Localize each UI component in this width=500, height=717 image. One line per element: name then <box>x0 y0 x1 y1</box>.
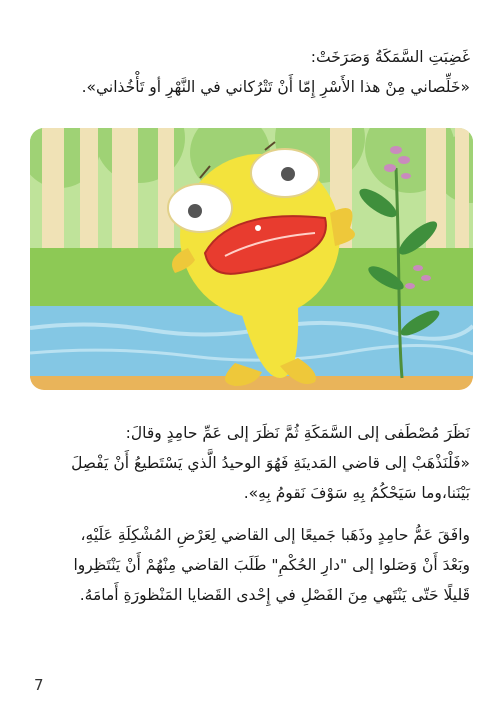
story-line: قَليلًا حَتّى يَنْتَهي مِنَ الفَصْلِ في إِحْدى القَضايا المَنْظورَةِ أَمامَهُ. <box>79 586 470 604</box>
story-line: غَضِبَتِ السَّمَكَةُ وَصَرَخَتْ: <box>310 48 470 66</box>
story-line: نَظَرَ مُصْطَفى إلى السَّمَكَةِ ثُمَّ نَظَرَ إلى عَمِّ حامِدٍ وقالَ: <box>125 424 470 442</box>
story-line: «خَلِّصاني مِنْ هذا الأَسْرِ إِمّا أَنْ تَتْرُكاني في النَّهْرِ أو تَأْخُذاني». <box>81 78 470 96</box>
page-number: 7 <box>34 676 44 694</box>
story-illustration <box>30 128 473 390</box>
story-paragraph-2 <box>30 418 470 508</box>
story-line: وافَقَ عَمُّ حامِدٍ وذَهَبا جَميعًا إلى القاضي لِعَرْضِ المُشْكِلَةِ عَلَيْهِ، <box>80 526 470 544</box>
story-line: وبَعْدَ أَنْ وَصَلوا إلى "دارِ الحُكْمِ" طَلَبَ القاضي مِنْهُمْ أَنْ يَنْتَظِروا <box>73 556 470 574</box>
story-paragraph-3 <box>30 520 470 610</box>
story-line: «فَلْنَذْهَبْ إلى قاضي المَدينَةِ فَهُوَ الوحيدُ الَّذي يَسْتَطيعُ أَنْ يَفْصِلَ <box>71 454 470 472</box>
story-line: بَيْنَنا،وما سَيَحْكُمُ بِهِ سَوْفَ نَقومُ بِهِ». <box>243 484 470 502</box>
yellow-fish-crying-illustration <box>30 128 473 390</box>
story-paragraph-1 <box>30 42 470 102</box>
